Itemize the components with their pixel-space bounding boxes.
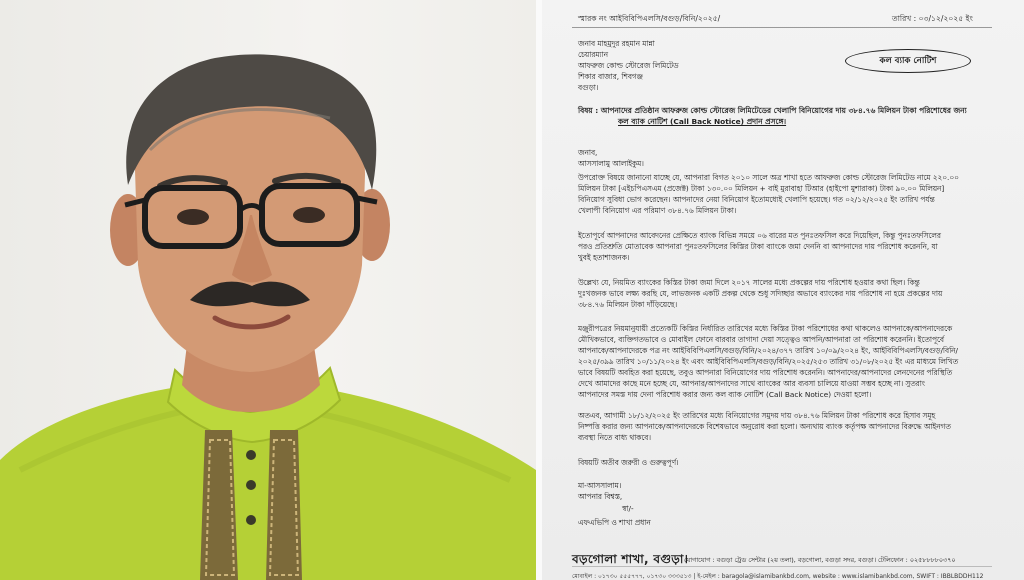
importance-note: বিষয়টি অতীব জরুরী ও গুরুত্বপূর্ণ। [578, 458, 679, 467]
salutation-line: জনাব, [578, 148, 598, 157]
paragraph-line: ব্যবস্থা নিতে বাধ্য থাকবে। [578, 433, 651, 442]
call-back-notice-letter [542, 0, 1024, 580]
subject-line: কল ব্যাক নোটিশ (Call Back Notice) প্রদান প্রসঙ্গে। [618, 117, 787, 126]
paragraph-line: ২০২৫/৩৯৯ তারিখ ১০/১১/২০২৪ ইং এবং আইবিবিপিএলসি/বগুড়/বিনি/২০২৫/২৫৩ তারিখ ৩১/০৮/২০২৫ ইং এর মাধ্যমে লিখিত [578, 357, 959, 366]
salutation [578, 147, 644, 169]
recipient-line: জনাব মাহমুদুর রহমান মান্না [578, 39, 655, 48]
paragraph-line: পরও প্রতিশ্রুতি মোতাবেক আপনারা পুনঃতফসিলের কিস্তির টাকা ব্যাংকে জমা দেননি বা আপনাদের দায় পরিশোধ করেননি, যা [578, 242, 938, 251]
letter-reference: স্মারক নং আইবিবিপিএলসি/বগুড়/বিনি/২০২৫/ [578, 14, 721, 23]
header-rule [572, 27, 992, 28]
closing-block [578, 480, 622, 502]
signature-mark: স্বা/- [622, 504, 634, 513]
paragraph-line: ভাবে বিষয়টি অবহিত করা হয়েছে, তবুও আপনারা বিনিয়োগের দায় পরিশোধ করেননি। আপনাদের/আপনাদের লেনদেনের পরিস্থিতি [578, 368, 953, 377]
paragraph-line: ৩৮৪.৭৬ মিলিয়ন টাকা দাঁড়িয়েছে। [578, 300, 678, 309]
recipient-block [578, 38, 679, 93]
subject-line: বিষয় : আপনাদের প্রতিষ্ঠান আফরুজ কোল্ড স্টোরেজ লিমিটেডের খেলাপি বিনিয়োগের দায় ৩৮৪.৭৬ মিলিয়ন টাকা পরিশোধের জন্য [578, 106, 967, 115]
recipient-line: বগুড়া। [578, 83, 599, 92]
letter-date: তারিখ : ০৩/১২/২০২৫ ইং [892, 14, 973, 23]
paragraph-line: দুঃখজনক ভাবে লক্ষ্য করছি যে, লাভজনক একটি প্রকল্প থেকে শুধু সদিচ্ছার অভাবে ব্যাংকের দায় পরিশোধ না হয়ে প্রকল্পের দায় [578, 289, 943, 298]
salutation-line: আসসালামু আলাইকুম। [578, 159, 644, 168]
paragraph-line: ইতোপূর্বে আপনাদের আবেদনের প্রেক্ষিতে ব্যাংক বিভিন্ন সময়ে ০৬ বারের মত পুনঃতফসিল করে দিয়েছিল, কিন্তু পুনঃতফসিলের [578, 231, 941, 240]
paragraph-2 [578, 230, 941, 263]
paragraph-line: উল্লেখ্য যে, নিয়মিত ব্যাংকের কিস্তির টাকা জমা দিলে ২০১৭ সালের মধ্যে প্রকল্পের দায় পরিশোধ হওয়ার কথা ছিল। কিন্তু [578, 278, 920, 287]
paragraph-1 [578, 172, 959, 216]
signatory-title: এফএভিপি ও শাখা প্রধান [578, 518, 651, 527]
call-back-notice-stamp: কল ব্যাক নোটিশ [845, 49, 971, 73]
paragraph-line: খেলাপী বিনিয়োগ এর পরিমাণ ৩৮৪.৭৬ মিলিয়ন টাকা। [578, 206, 737, 215]
footer-rule [572, 566, 992, 567]
paragraph-line: বিনিয়োগ সুবিধা ভোগ করেছেন। আপনাদের নেয়া বিনিয়োগ ইতোমধ্যেই খেলাপি হয়েছে। গত ০২/১২/২০২৫ ইং তারিখ পর্যন্ত [578, 195, 935, 204]
paragraph-line: আপনাকে/আপনাদেরকে পত্র নং আইবিবিপিএলসি/বগুড়/বিনি/২০২৪/৩৭৭ তারিখ ১০/০৯/২০২৪ ইং, আইবিবিপিএলসি/বগুড়/বিনি/ [578, 346, 958, 355]
subject-block [578, 105, 967, 127]
paragraph-line: মিলিয়ন টাকা [এইচপিএসএম (প্রজেক্ট) টাকা ১৩০.০০ মিলিয়ন + বাই মুরাবাহা টিআর (হাইপো মুশারাকা) টাকা ৯০.০০ মিলিয়ন] [578, 184, 945, 193]
paragraph-line: অতএব, আগামী ১৮/১২/২০২৫ ইং তারিখের মধ্যে বিনিয়োগের সমুদয় দায় ৩৮৪.৭৬ মিলিয়ন টাকা পরিশোধ করে হিসাব সমূহ [578, 411, 936, 420]
branch-footer-contact: মোবাইল : ০১৭৩০ ৫৫৫৭৭৭, ০১৭৩০ ৩৩৩৫১৩ | ই-মেইল : baragola@islamibankbd.com, website : www.islamibankbd.com, SWIFT : IBBLBDDH112 [572, 573, 984, 580]
paragraph-5 [578, 410, 951, 443]
paragraph-line: উপরোক্ত বিষয়ে জানানো যাচ্ছে যে, আপনারা বিগত ২০১০ সালে অত্র শাখা হতে আফরুজ কোল্ড স্টোরেজ লিমিটেড নামে ২২০.০০ [578, 173, 959, 182]
recipient-line: আফরুজ কোল্ড স্টোরেজ লিমিটেড [578, 61, 679, 70]
paragraph-line: দেখে আমাদের কাছে মনে হচ্ছে যে, আপনার/আপনাদের সাথে ব্যাংকের আর ব্যবসা চালিয়ে যাওয়া সম্ভব হচ্ছে না। সুতরাং [578, 379, 925, 388]
paragraph-line: আপনাদের সমস্ত দায় দেনা পরিশোধ করার জন্য কল ব্যাক নোটিশ (Call Back Notice) দেওয়া হলো। [578, 390, 872, 399]
paragraph-line: খুবই হতাশাজনক। [578, 253, 630, 262]
closing-line: আপনার বিশ্বস্ত, [578, 492, 623, 501]
paragraph-4 [578, 323, 958, 400]
paragraph-line: মঞ্জুরীপত্রের নিয়মানুযায়ী প্রত্যেকটি কিস্তির নির্ধারিত তারিখের মধ্যে কিস্তির টাকা পরিশোধের কথা থাকলেও আপনাকে/আপনাদেরকে [578, 324, 953, 333]
recipient-line: শিকার বাজার, শিবগঞ্জ [578, 72, 643, 81]
paragraph-3 [578, 277, 942, 310]
branch-footer-address: যোগাযোগ : বগুড়া ট্রেড সেন্টার (২য় তলা), বড়গোলা, বগুড়া সদর, বগুড়া। টেলিফোন : ০২৫৮৮৮৮০৩৭০ [684, 556, 956, 564]
closing-line: মা-আসসালাম। [578, 481, 622, 490]
paragraph-line: নিষ্পত্তি করার জন্য আপনাকে/আপনাদেরকে বিশেষভাবে অনুরোধ করা হলো। অন্যথায় ব্যাংক কর্তৃপক্ষ আপনাদের বিরুদ্ধে আইনগত [578, 422, 951, 431]
paragraph-line: মৌখিকভাবে, ব্যক্তিগতভাবে ও মোবাইল ফোনে বারবার তাগাদা দেয়া সত্ত্বেও আপনি/আপনারা তা পরিশোধ করেননি। ইতোপূর্বে [578, 335, 944, 344]
branch-footer-title: বড়গোলা শাখা, বগুড়া। [572, 552, 689, 566]
recipient-line: চেয়ারম্যান [578, 50, 608, 59]
